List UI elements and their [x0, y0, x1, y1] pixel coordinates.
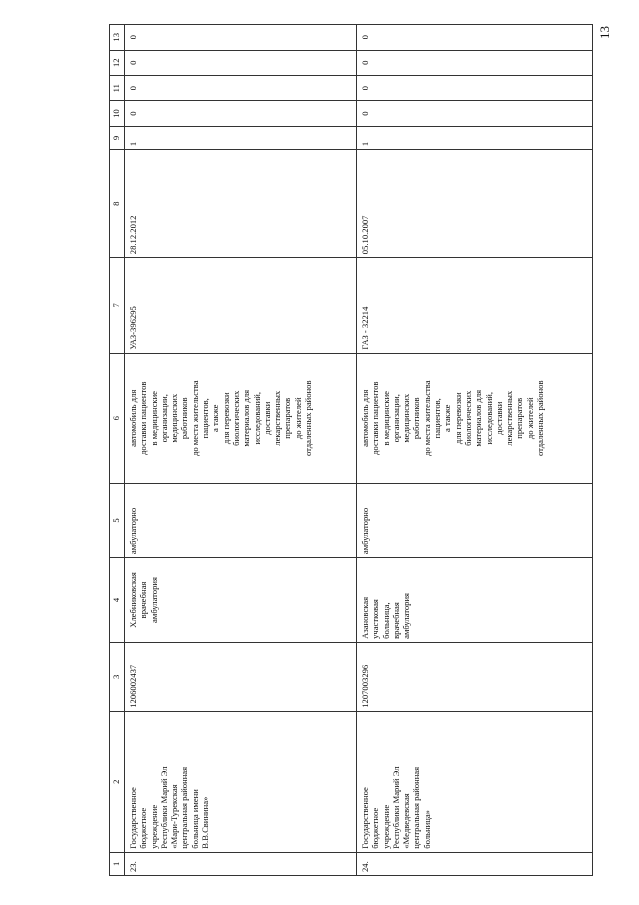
col-9-value: 1	[125, 126, 357, 149]
header-cell-7: 7	[110, 258, 125, 353]
vehicle-model: ГАЗ - 32214	[357, 258, 593, 353]
header-row	[110, 25, 125, 876]
subdivision: Азановская участковая больница, врачебная амбулатория	[357, 558, 593, 643]
header-cell-1: 1	[110, 852, 125, 875]
organization-name: Государственное бюджетное учреждение Республики Марий Эл «Медведевская центральная районная больница»	[357, 711, 593, 852]
organization-name: Государственное бюджетное учреждение Республики Марий Эл «Мари-Турекская центральная районная больница имени В.В.Свинина»	[125, 711, 357, 852]
table-row	[357, 25, 593, 876]
header-cell-10: 10	[110, 101, 125, 126]
row-number: 24.	[357, 852, 593, 875]
subdivision: Хлебниковская врачебная амбулатория	[125, 558, 357, 643]
col-10-value: 0	[357, 101, 593, 126]
col-11-value: 0	[125, 75, 357, 100]
header-cell-11: 11	[110, 75, 125, 100]
care-type: амбулаторно	[125, 483, 357, 557]
header-cell-6: 6	[110, 353, 125, 483]
col-10-value: 0	[125, 101, 357, 126]
vehicle-model: УАЗ-396295	[125, 258, 357, 353]
inn: 1207003296	[357, 642, 593, 711]
inn: 1206002437	[125, 642, 357, 711]
col-11-value: 0	[357, 75, 593, 100]
header-cell-8: 8	[110, 150, 125, 258]
header-cell-12: 12	[110, 50, 125, 75]
table-row	[125, 25, 357, 876]
col-9-value: 1	[357, 126, 593, 149]
col-12-value: 0	[357, 50, 593, 75]
rotated-table-container	[109, 24, 599, 876]
col-12-value: 0	[125, 50, 357, 75]
registration-date: 28.12.2012	[125, 150, 357, 258]
header-cell-4: 4	[110, 558, 125, 643]
col-13-value: 0	[357, 25, 593, 51]
header-cell-5: 5	[110, 483, 125, 557]
header-cell-13: 13	[110, 25, 125, 51]
col-13-value: 0	[125, 25, 357, 51]
vehicle-purpose: автомобиль для доставки пациентов в медицинские организации, медицинских работников до места жительства пациентов, а также для перевозки биологических материалов для исследований, доставки лекарственных препаратов до жителей отдаленных районов	[357, 353, 593, 483]
header-cell-2: 2	[110, 711, 125, 852]
header-cell-9: 9	[110, 126, 125, 149]
row-number: 23.	[125, 852, 357, 875]
vehicle-purpose: автомобиль для доставки пациентов в медицинские организации, медицинских работников до места жительства пациентов, а также для перевозки биологических материалов для исследований, доставки лекарственных препаратов до жителей отдаленных районов	[125, 353, 357, 483]
header-cell-3: 3	[110, 642, 125, 711]
vehicle-table	[109, 24, 593, 876]
care-type: амбулаторно	[357, 483, 593, 557]
page-number: 13	[597, 26, 612, 39]
registration-date: 05.10.2007	[357, 150, 593, 258]
